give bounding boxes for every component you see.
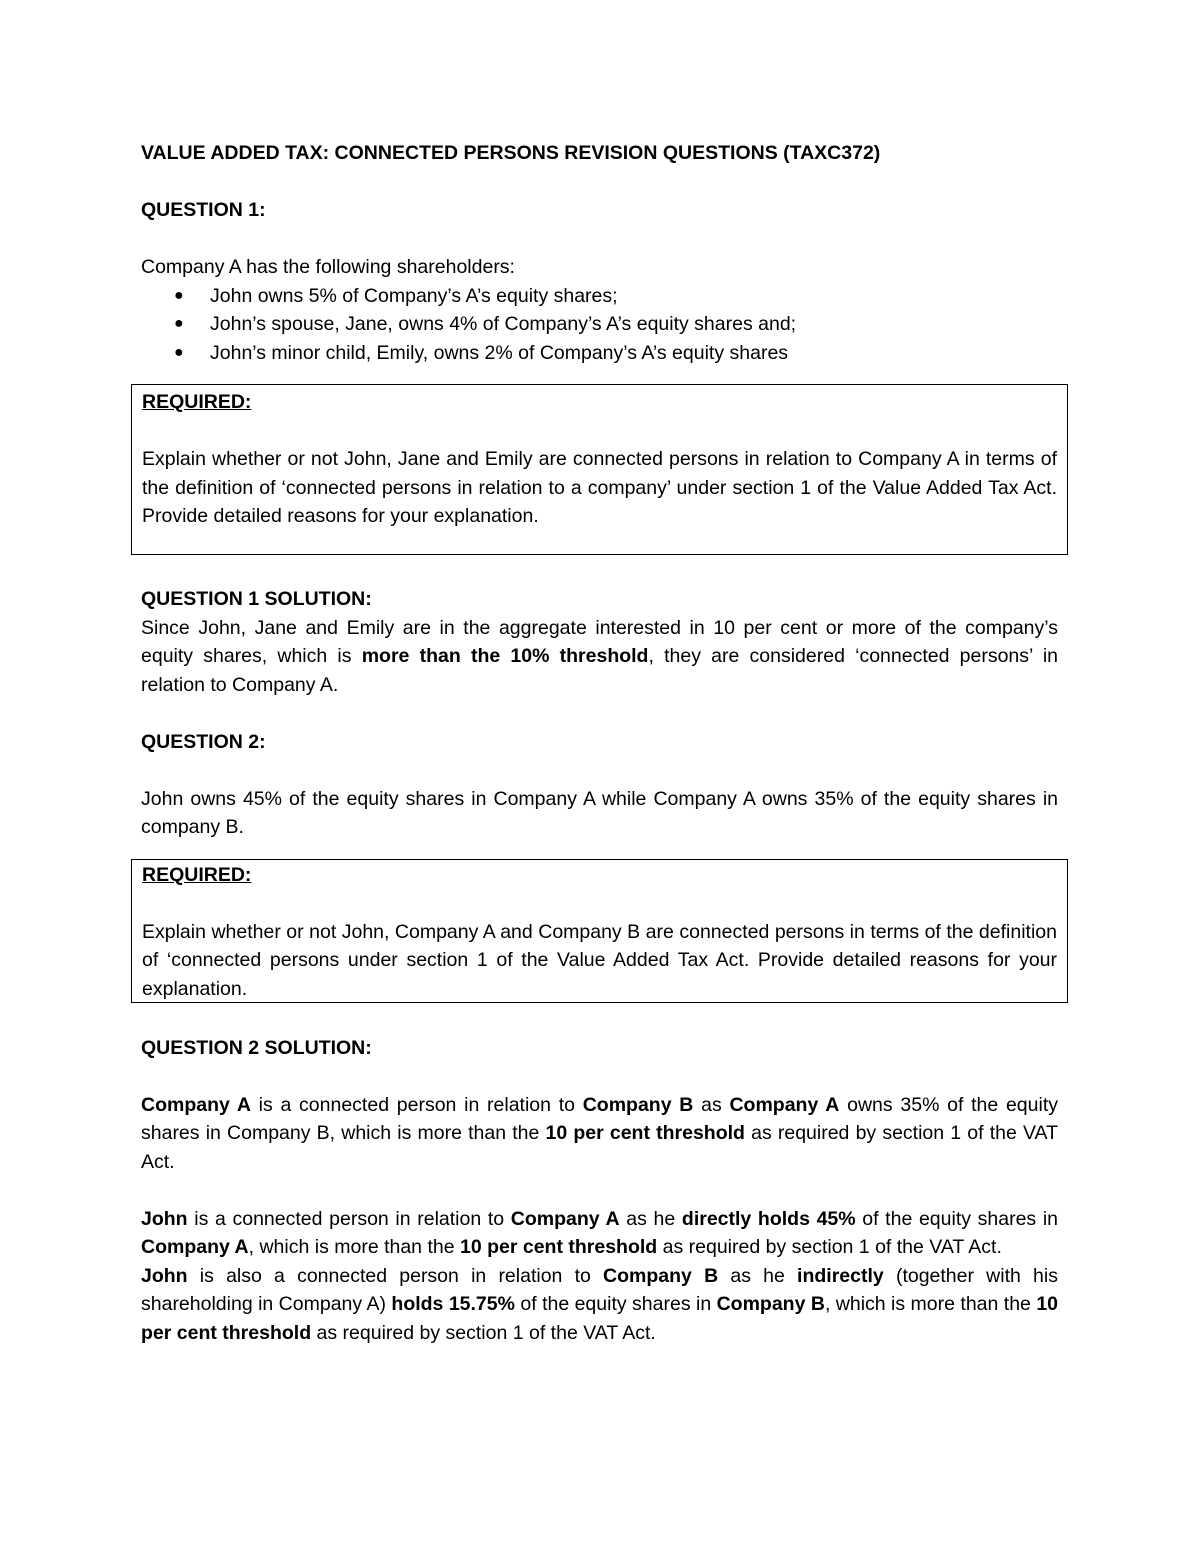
- question-2-heading: QUESTION 2:: [141, 730, 266, 753]
- list-item: ● John’s spouse, Jane, owns 4% of Company’s A’s equity shares and;: [141, 310, 1058, 339]
- question-1-solution-heading: QUESTION 1 SOLUTION:: [141, 588, 372, 610]
- list-item: ● John’s minor child, Emily, owns 2% of Company’s A’s equity shares: [141, 339, 1058, 368]
- shareholder-list: [141, 282, 1058, 368]
- document-body: [141, 139, 1058, 1347]
- required-text: Explain whether or not John, Company A and Company B are connected persons in terms of the definition of ‘connected persons under section 1 of the Value Added Tax Act. Provide detailed reasons for your explanation.: [142, 920, 1057, 1000]
- question-1-required-box: [131, 384, 1068, 555]
- list-item: ● John owns 5% of Company’s A’s equity shares;: [141, 282, 1058, 311]
- question-2-solution-heading: QUESTION 2 SOLUTION:: [141, 1036, 372, 1059]
- document-title: VALUE ADDED TAX: CONNECTED PERSONS REVISION QUESTIONS (TAXC372): [141, 142, 881, 164]
- question-1-heading: QUESTION 1:: [141, 199, 266, 221]
- bullet-icon: ●: [174, 286, 184, 304]
- required-label: REQUIRED:: [142, 391, 252, 413]
- question-2-solution-para-3: John is also a connected person in relation to Company B as he indirectly (together with his shareholding in Company A) holds 15.75% of the equity shares in Company B, which is more than the 10 per cent threshold as required by section 1 of the VAT Act.: [141, 1264, 1059, 1344]
- question-1-intro: Company A has the following shareholders:: [141, 256, 515, 278]
- question-2-intro: John owns 45% of the equity shares in Company A while Company A owns 35% of the equity shares in company B.: [141, 787, 1058, 838]
- question-2-solution-para-2: John is a connected person in relation to Company A as he directly holds 45% of the equity shares in Company A, which is more than the 10 per cent threshold as required by section 1 of the VAT Act.: [141, 1207, 1058, 1258]
- question-2-required-box: [131, 859, 1068, 1003]
- required-text: Explain whether or not John, Jane and Emily are connected persons in relation to Company A in terms of the definition of ‘connected persons in relation to a company’ under section 1 of the Value Added Tax Act. Provide detailed reasons for your explanation.: [142, 448, 1057, 527]
- question-1-solution-text: Since John, Jane and Emily are in the aggregate interested in 10 per cent or more of the company’s equity shares, which is more than the 10% threshold, they are considered ‘connected persons’ in relation to Company A.: [141, 616, 1059, 696]
- bullet-icon: ●: [174, 315, 184, 332]
- bullet-icon: ●: [174, 343, 184, 361]
- question-2-solution-para-1: Company A is a connected person in relation to Company B as Company A owns 35% of the equity shares in Company B, which is more than the 10 per cent threshold as required by section 1 of the VAT Act.: [141, 1093, 1058, 1173]
- required-label: REQUIRED:: [142, 863, 252, 886]
